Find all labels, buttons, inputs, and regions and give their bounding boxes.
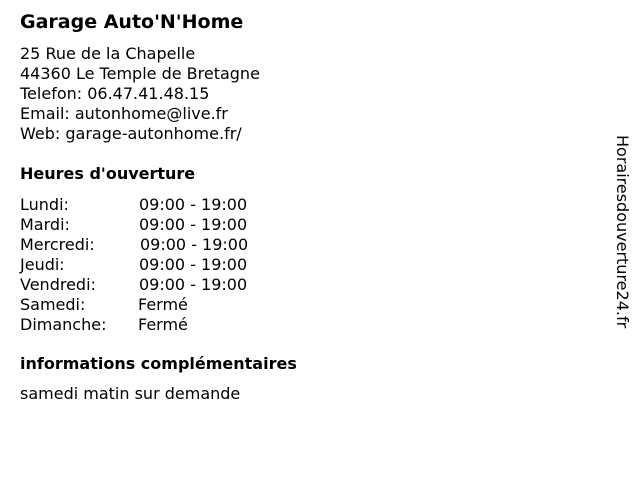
info-text: samedi matin sur demande [20,384,241,403]
day-label: Mardi: [20,215,70,234]
time-value: 09:00 - 19:00 [139,215,248,234]
time-value: 09:00 - 19:00 [140,235,249,254]
time-value: Fermé [138,315,188,334]
email-address: Email: autonhome@live.fr [20,104,228,123]
hours-heading: Heures d'ouverture [20,164,196,183]
day-label: Dimanche: [20,315,107,334]
phone-number: Telefon: 06.47.41.48.15 [20,84,210,103]
day-label: Samedi: [20,295,86,314]
day-label: Lundi: [20,195,69,214]
info-heading: informations complémentaires [20,354,297,373]
website-address: Web: garage-autonhome.fr/ [20,124,242,143]
day-label: Vendredi: [20,275,96,294]
time-value: 09:00 - 19:00 [139,275,248,294]
page-title: Garage Auto'N'Home [20,11,244,33]
day-label: Jeudi: [20,255,65,274]
time-value: 09:00 - 19:00 [139,195,248,214]
time-value: Fermé [138,295,188,314]
time-value: 09:00 - 19:00 [139,255,248,274]
day-label: Mercredi: [20,235,95,254]
city-address: 44360 Le Temple de Bretagne [20,64,260,83]
side-brand-watermark: Horairesdouverture24.fr [613,135,632,329]
address-block [20,44,260,144]
street-address: 25 Rue de la Chapelle [20,44,196,63]
